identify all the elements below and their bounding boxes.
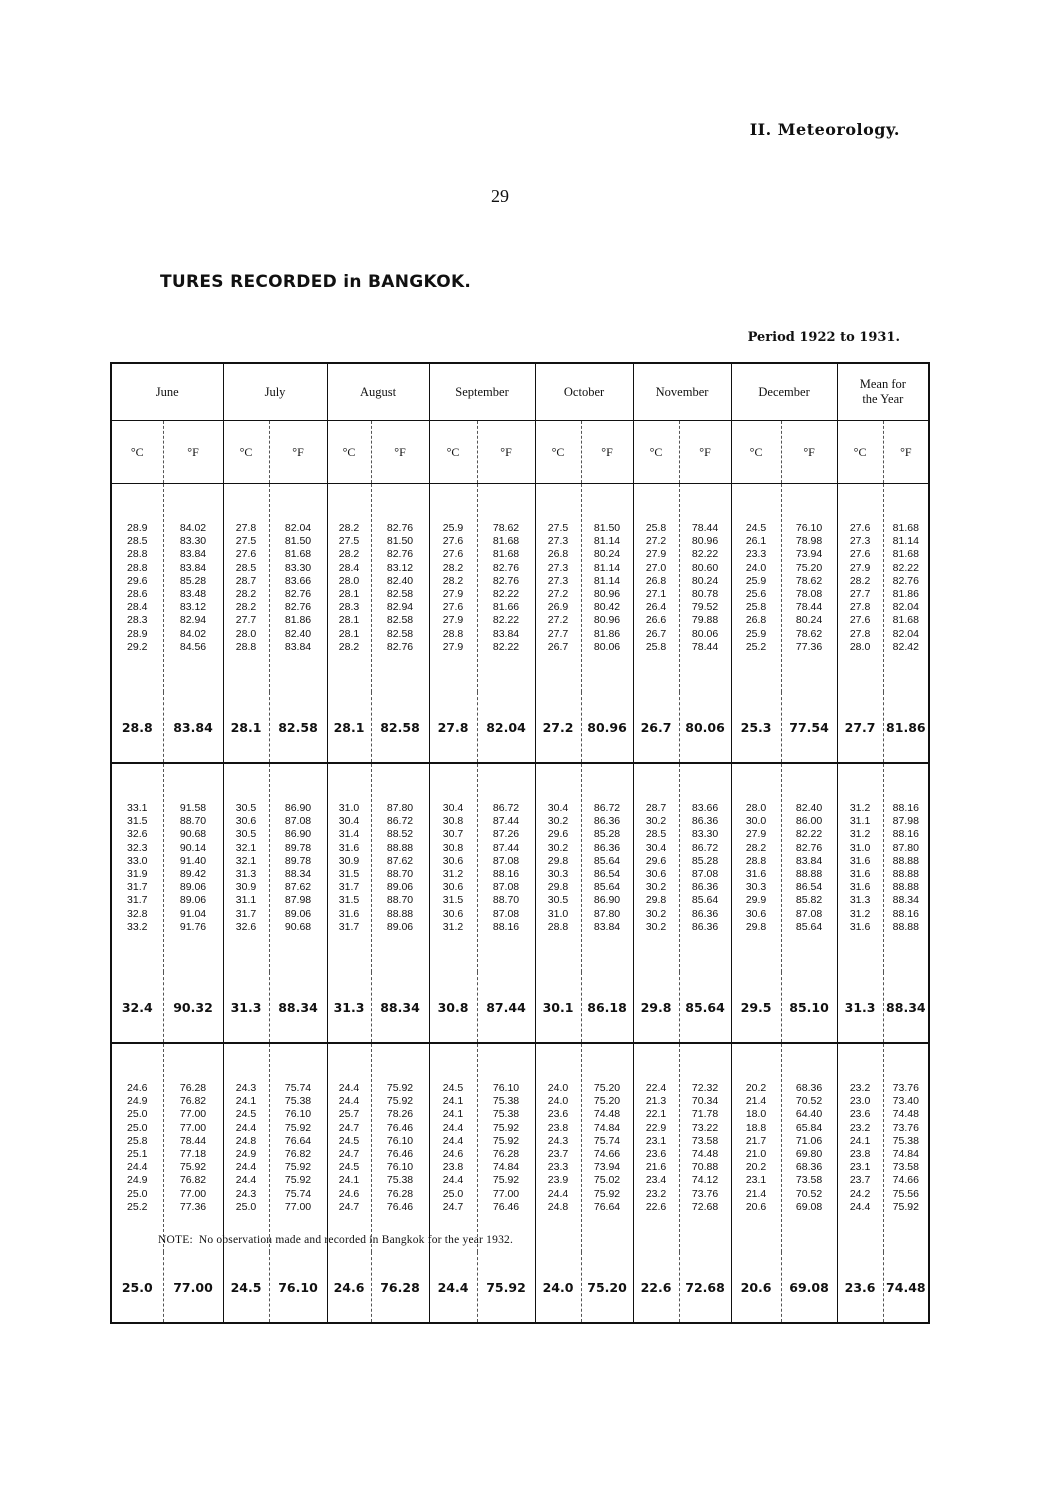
unit-header-celsius: °C	[327, 421, 371, 484]
readings-values: 91.58 88.70 90.68 90.14 91.40 89.42 89.06 89.06 91.04 91.76	[179, 801, 207, 933]
month-header-july: July	[223, 363, 327, 421]
readings-values: 78.62 81.68 81.68 82.76 82.76 82.22 81.66 82.22 83.84 82.22	[492, 521, 520, 653]
section-title: II. Meteorology.	[749, 120, 900, 139]
readings-fahrenheit-cell	[163, 763, 223, 972]
readings-values: 27.8 27.5 27.6 28.5 28.7 28.2 28.2 27.7 28.0 28.8	[235, 521, 257, 653]
readings-values: 81.68 81.14 81.68 82.22 82.76 81.86 82.04 81.68 82.04 82.42	[892, 521, 919, 653]
readings-fahrenheit-cell	[883, 484, 929, 693]
readings-fahrenheit-cell	[371, 763, 429, 972]
mean-celsius-cell: 29.8	[633, 972, 679, 1043]
unit-header-celsius: °C	[535, 421, 581, 484]
readings-fahrenheit-cell	[371, 1043, 429, 1252]
readings-values: 72.32 70.34 71.78 73.22 73.58 74.48 70.88 74.12 73.76 72.68	[691, 1081, 719, 1213]
mean-row	[111, 972, 929, 1043]
readings-values: 24.6 24.9 25.0 25.0 25.8 25.1 24.4 24.9 25.0 25.2	[127, 1081, 148, 1213]
unit-header-fahrenheit: °F	[477, 421, 535, 484]
readings-fahrenheit-cell	[477, 763, 535, 972]
readings-values: 73.76 73.40 74.48 73.76 75.38 74.84 73.58 74.66 75.56 75.92	[892, 1081, 919, 1213]
mean-fahrenheit-cell: 90.32	[163, 972, 223, 1043]
unit-header-celsius: °C	[633, 421, 679, 484]
temperature-table	[110, 362, 930, 1324]
mean-fahrenheit-cell: 72.68	[679, 1252, 731, 1323]
page-number: 29	[491, 186, 509, 206]
readings-fahrenheit-cell	[581, 484, 633, 693]
mean-celsius-cell: 31.3	[837, 972, 883, 1043]
readings-values: 82.40 86.00 82.22 82.76 83.84 88.88 86.54 85.82 87.08 85.64	[795, 801, 823, 933]
readings-values: 75.92 75.92 78.26 76.46 76.10 76.46 76.10 75.38 76.28 76.46	[386, 1081, 414, 1213]
mean-celsius-cell: 24.0	[535, 1252, 581, 1323]
readings-values: 28.2 27.5 28.2 28.4 28.0 28.1 28.3 28.1 28.1 28.2	[338, 521, 360, 653]
unit-header-fahrenheit: °F	[163, 421, 223, 484]
readings-celsius-cell	[429, 484, 477, 693]
mean-celsius-cell: 26.7	[633, 692, 679, 763]
readings-values: 86.90 87.08 86.90 89.78 89.78 88.34 87.62 87.98 89.06 90.68	[284, 801, 312, 933]
mean-celsius-cell: 23.6	[837, 1252, 883, 1323]
readings-values: 76.10 78.98 73.94 75.20 78.62 78.08 78.44 80.24 78.62 77.36	[795, 521, 823, 653]
table-title: TURES RECORDED in BANGKOK.	[160, 272, 472, 292]
mean-fahrenheit-cell: 81.86	[883, 692, 929, 763]
mean-celsius-cell: 30.8	[429, 972, 477, 1043]
readings-fahrenheit-cell	[679, 484, 731, 693]
readings-values: 25.9 27.6 27.6 28.2 28.2 27.9 27.6 27.9 28.8 27.9	[442, 521, 464, 653]
readings-values: 83.66 86.36 83.30 86.72 85.28 87.08 86.36 85.64 86.36 86.36	[691, 801, 719, 933]
unit-header-celsius: °C	[731, 421, 781, 484]
readings-celsius-cell	[633, 1043, 679, 1252]
month-header-september: September	[429, 363, 535, 421]
unit-header-celsius: °C	[837, 421, 883, 484]
readings-values: 22.4 21.3 22.1 22.9 23.1 23.6 21.6 23.4 23.2 22.6	[645, 1081, 667, 1213]
readings-celsius-cell	[429, 763, 477, 972]
mean-celsius-cell: 25.3	[731, 692, 781, 763]
mean-row	[111, 692, 929, 763]
readings-celsius-cell	[633, 763, 679, 972]
readings-values: 33.1 31.5 32.6 32.3 33.0 31.9 31.7 31.7 32.8 33.2	[127, 801, 148, 933]
readings-fahrenheit-cell	[269, 763, 327, 972]
readings-values: 78.44 80.96 82.22 80.60 80.24 80.78 79.52 79.88 80.06 78.44	[691, 521, 719, 653]
readings-celsius-cell	[223, 1043, 269, 1252]
mean-celsius-cell: 27.7	[837, 692, 883, 763]
mean-fahrenheit-cell: 69.08	[781, 1252, 837, 1323]
mean-fahrenheit-cell: 82.58	[371, 692, 429, 763]
readings-values: 75.20 75.20 74.48 74.84 75.74 74.66 73.94 75.02 75.92 76.64	[593, 1081, 621, 1213]
mean-fahrenheit-cell: 88.34	[269, 972, 327, 1043]
readings-celsius-cell	[223, 763, 269, 972]
readings-values: 30.4 30.2 29.6 30.2 29.8 30.3 29.8 30.5 31.0 28.8	[547, 801, 569, 933]
readings-values: 75.74 75.38 76.10 75.92 76.64 76.82 75.92 75.92 75.74 77.00	[284, 1081, 312, 1213]
readings-celsius-cell	[837, 763, 883, 972]
readings-fahrenheit-cell	[781, 484, 837, 693]
footnote	[158, 1234, 513, 1246]
readings-values: 31.2 31.1 31.2 31.0 31.6 31.6 31.6 31.3 31.2 31.6	[849, 801, 871, 933]
mean-celsius-cell: 27.2	[535, 692, 581, 763]
readings-celsius-cell	[535, 484, 581, 693]
readings-celsius-cell	[327, 1043, 371, 1252]
period-label: Period 1922 to 1931.	[747, 330, 900, 345]
mean-celsius-cell: 28.1	[327, 692, 371, 763]
readings-celsius-cell	[111, 763, 163, 972]
mean-fahrenheit-cell: 76.10	[269, 1252, 327, 1323]
readings-values: 20.2 21.4 18.0 18.8 21.7 21.0 20.2 23.1 21.4 20.6	[745, 1081, 767, 1213]
mean-celsius-cell: 31.3	[223, 972, 269, 1043]
readings-celsius-cell	[731, 1043, 781, 1252]
unit-header-fahrenheit: °F	[581, 421, 633, 484]
readings-fahrenheit-cell	[477, 1043, 535, 1252]
readings-fahrenheit-cell	[477, 484, 535, 693]
readings-values: 24.5 26.1 23.3 24.0 25.9 25.6 25.8 26.8 25.9 25.2	[745, 521, 767, 653]
readings-values: 76.28 76.82 77.00 77.00 78.44 77.18 75.92 76.82 77.00 77.36	[179, 1081, 207, 1213]
readings-celsius-cell	[111, 484, 163, 693]
readings-values: 86.72 87.44 87.26 87.44 87.08 88.16 87.08 88.70 87.08 88.16	[492, 801, 520, 933]
readings-row	[111, 763, 929, 972]
readings-values: 31.0 30.4 31.4 31.6 30.9 31.5 31.7 31.5 31.6 31.7	[338, 801, 360, 933]
mean-fahrenheit-cell: 80.06	[679, 692, 731, 763]
mean-fahrenheit-cell: 77.54	[781, 692, 837, 763]
readings-values: 81.50 81.14 80.24 81.14 81.14 80.96 80.42 80.96 81.86 80.06	[593, 521, 621, 653]
unit-header-row	[111, 421, 929, 484]
unit-header-fahrenheit: °F	[781, 421, 837, 484]
readings-values: 82.04 81.50 81.68 83.30 83.66 82.76 82.76 81.86 82.40 83.84	[284, 521, 312, 653]
month-header-row	[111, 363, 929, 421]
readings-fahrenheit-cell	[581, 1043, 633, 1252]
readings-values: 24.4 24.4 25.7 24.7 24.5 24.7 24.5 24.1 24.6 24.7	[338, 1081, 360, 1213]
readings-fahrenheit-cell	[371, 484, 429, 693]
unit-header-fahrenheit: °F	[883, 421, 929, 484]
readings-values: 87.80 86.72 88.52 88.88 87.62 88.70 89.06 88.70 88.88 89.06	[386, 801, 414, 933]
readings-values: 24.0 24.0 23.6 23.8 24.3 23.7 23.3 23.9 24.4 24.8	[547, 1081, 569, 1213]
readings-celsius-cell	[535, 763, 581, 972]
readings-fahrenheit-cell	[679, 1043, 731, 1252]
mean-celsius-cell: 22.6	[633, 1252, 679, 1323]
mean-celsius-cell: 24.5	[223, 1252, 269, 1323]
readings-values: 23.2 23.0 23.6 23.2 24.1 23.8 23.1 23.7 24.2 24.4	[849, 1081, 871, 1213]
readings-row	[111, 1043, 929, 1252]
unit-header-celsius: °C	[223, 421, 269, 484]
mean-fahrenheit-cell: 88.34	[883, 972, 929, 1043]
readings-fahrenheit-cell	[163, 484, 223, 693]
readings-fahrenheit-cell	[269, 1043, 327, 1252]
mean-fahrenheit-cell: 83.84	[163, 692, 223, 763]
month-header-august: August	[327, 363, 429, 421]
readings-values: 30.4 30.8 30.7 30.8 30.6 31.2 30.6 31.5 30.6 31.2	[442, 801, 464, 933]
readings-celsius-cell	[535, 1043, 581, 1252]
unit-header-fahrenheit: °F	[371, 421, 429, 484]
readings-fahrenheit-cell	[581, 763, 633, 972]
readings-celsius-cell	[731, 763, 781, 972]
footnote-label: NOTE:	[158, 1234, 193, 1246]
readings-fahrenheit-cell	[163, 1043, 223, 1252]
footnote-text: No observation made and recorded in Bangkok for the year 1932.	[198, 1234, 514, 1246]
unit-header-fahrenheit: °F	[679, 421, 731, 484]
readings-celsius-cell	[327, 484, 371, 693]
table-body	[111, 484, 929, 1324]
mean-fahrenheit-cell: 85.10	[781, 972, 837, 1043]
unit-header-celsius: °C	[111, 421, 163, 484]
mean-celsius-cell: 32.4	[111, 972, 163, 1043]
readings-row	[111, 484, 929, 693]
readings-values: 28.9 28.5 28.8 28.8 29.6 28.6 28.4 28.3 28.9 29.2	[127, 521, 148, 653]
readings-values: 88.16 87.98 88.16 87.80 88.88 88.88 88.88 88.34 88.16 88.88	[892, 801, 919, 933]
readings-values: 24.5 24.1 24.1 24.4 24.4 24.6 23.8 24.4 25.0 24.7	[442, 1081, 464, 1213]
mean-celsius-cell: 25.0	[111, 1252, 163, 1323]
mean-fahrenheit-cell: 88.34	[371, 972, 429, 1043]
readings-fahrenheit-cell	[781, 1043, 837, 1252]
mean-fahrenheit-cell: 82.58	[269, 692, 327, 763]
month-header-october: October	[535, 363, 633, 421]
readings-celsius-cell	[223, 484, 269, 693]
mean-fahrenheit-cell: 76.28	[371, 1252, 429, 1323]
mean-fahrenheit-cell: 86.18	[581, 972, 633, 1043]
readings-values: 27.5 27.3 26.8 27.3 27.3 27.2 26.9 27.2 27.7 26.7	[547, 521, 569, 653]
readings-fahrenheit-cell	[269, 484, 327, 693]
readings-fahrenheit-cell	[781, 763, 837, 972]
readings-fahrenheit-cell	[883, 763, 929, 972]
mean-celsius-cell: 27.8	[429, 692, 477, 763]
mean-celsius-cell: 20.6	[731, 1252, 781, 1323]
mean-celsius-cell: 24.4	[429, 1252, 477, 1323]
readings-celsius-cell	[731, 484, 781, 693]
readings-values: 82.76 81.50 82.76 83.12 82.40 82.58 82.94 82.58 82.58 82.76	[386, 521, 414, 653]
readings-celsius-cell	[633, 484, 679, 693]
month-header-year-mean: Mean for the Year	[837, 363, 929, 421]
readings-celsius-cell	[429, 1043, 477, 1252]
readings-values: 86.72 86.36 85.28 86.36 85.64 86.54 85.64 86.90 87.80 83.84	[593, 801, 621, 933]
mean-celsius-cell: 29.5	[731, 972, 781, 1043]
month-header-december: December	[731, 363, 837, 421]
mean-celsius-cell: 24.6	[327, 1252, 371, 1323]
readings-celsius-cell	[837, 1043, 883, 1252]
readings-fahrenheit-cell	[679, 763, 731, 972]
readings-celsius-cell	[111, 1043, 163, 1252]
readings-values: 28.7 30.2 28.5 30.4 29.6 30.6 30.2 29.8 30.2 30.2	[645, 801, 667, 933]
mean-fahrenheit-cell: 75.20	[581, 1252, 633, 1323]
month-header-november: November	[633, 363, 731, 421]
readings-fahrenheit-cell	[883, 1043, 929, 1252]
readings-celsius-cell	[837, 484, 883, 693]
mean-fahrenheit-cell: 77.00	[163, 1252, 223, 1323]
unit-header-fahrenheit: °F	[269, 421, 327, 484]
mean-celsius-cell: 28.8	[111, 692, 163, 763]
mean-fahrenheit-cell: 74.48	[883, 1252, 929, 1323]
mean-fahrenheit-cell: 80.96	[581, 692, 633, 763]
unit-header-celsius: °C	[429, 421, 477, 484]
mean-celsius-cell: 28.1	[223, 692, 269, 763]
readings-celsius-cell	[327, 763, 371, 972]
mean-fahrenheit-cell: 87.44	[477, 972, 535, 1043]
readings-values: 25.8 27.2 27.9 27.0 26.8 27.1 26.4 26.6 26.7 25.8	[645, 521, 667, 653]
mean-celsius-cell: 31.3	[327, 972, 371, 1043]
month-header-june: June	[111, 363, 223, 421]
readings-values: 84.02 83.30 83.84 83.84 85.28 83.48 83.12 82.94 84.02 84.56	[179, 521, 207, 653]
mean-fahrenheit-cell: 75.92	[477, 1252, 535, 1323]
mean-row	[111, 1252, 929, 1323]
readings-values: 27.6 27.3 27.6 27.9 28.2 27.7 27.8 27.6 27.8 28.0	[849, 521, 871, 653]
readings-values: 30.5 30.6 30.5 32.1 32.1 31.3 30.9 31.1 31.7 32.6	[235, 801, 257, 933]
mean-fahrenheit-cell: 82.04	[477, 692, 535, 763]
readings-values: 24.3 24.1 24.5 24.4 24.8 24.9 24.4 24.4 24.3 25.0	[235, 1081, 257, 1213]
readings-values: 76.10 75.38 75.38 75.92 75.92 76.28 74.84 75.92 77.00 76.46	[492, 1081, 520, 1213]
readings-values: 28.0 30.0 27.9 28.2 28.8 31.6 30.3 29.9 30.6 29.8	[745, 801, 767, 933]
mean-celsius-cell: 30.1	[535, 972, 581, 1043]
mean-fahrenheit-cell: 85.64	[679, 972, 731, 1043]
readings-values: 68.36 70.52 64.40 65.84 71.06 69.80 68.36 73.58 70.52 69.08	[795, 1081, 823, 1213]
